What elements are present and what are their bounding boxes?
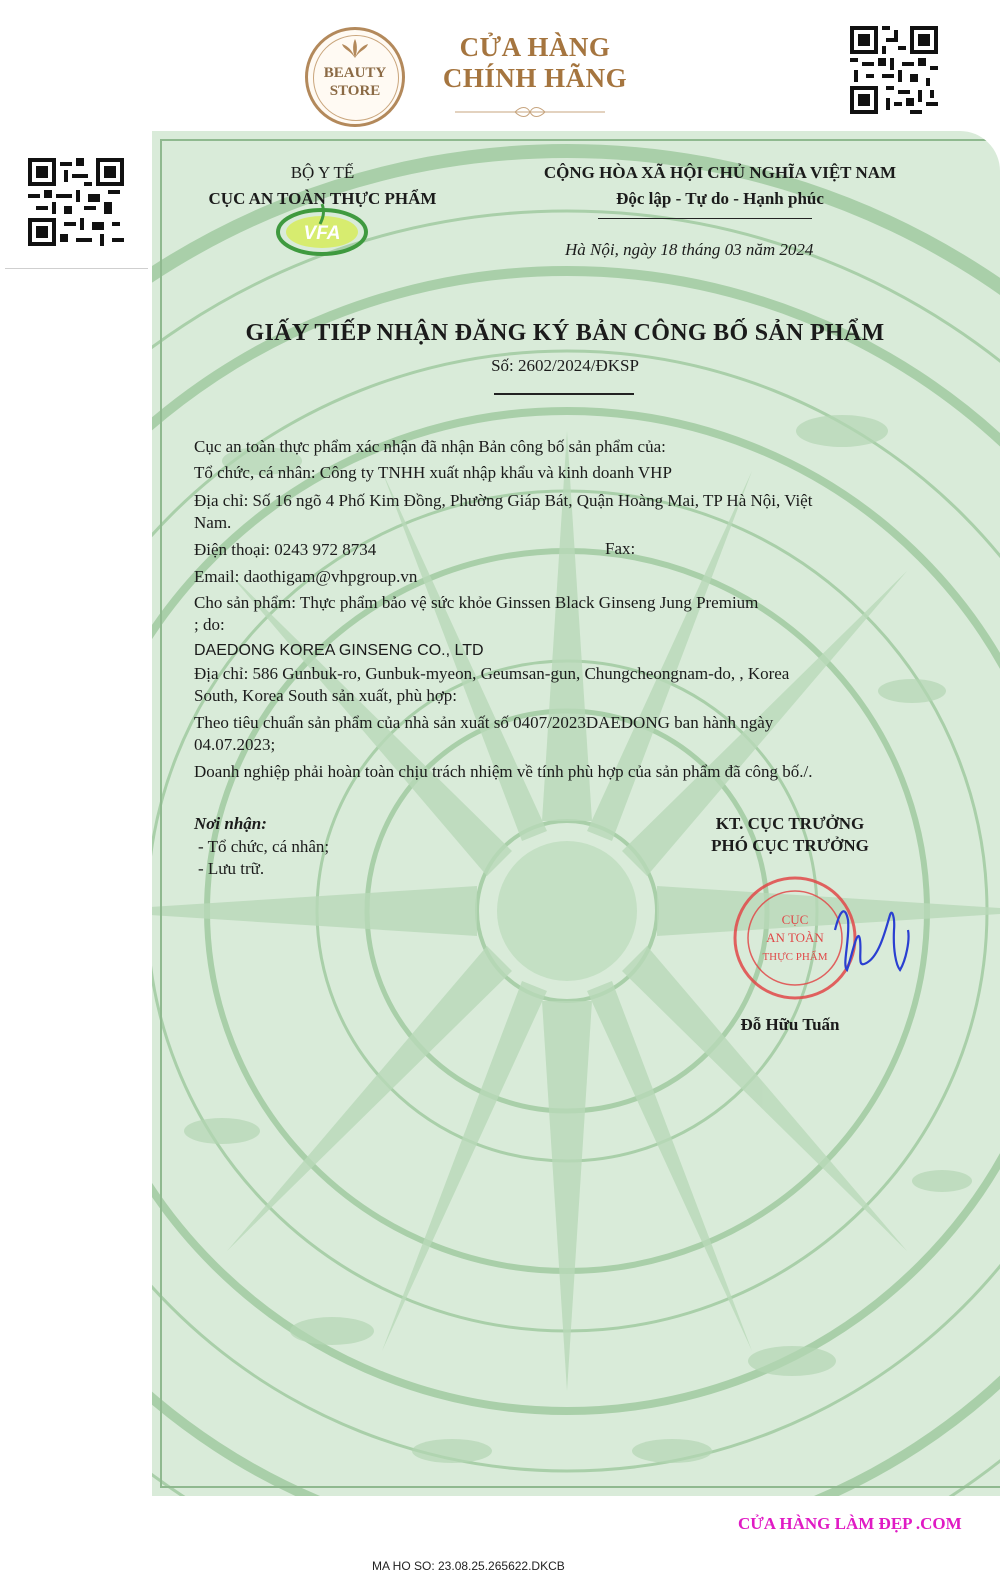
body-line-phone: Điện thoại: 0243 972 8734 bbox=[194, 540, 377, 559]
body-line-standard-date: 04.07.2023; bbox=[194, 735, 276, 754]
ornament-divider bbox=[455, 105, 605, 119]
body-line-email: Email: daothigam@vhpgroup.vn bbox=[194, 567, 418, 586]
agency-name: CỤC AN TOÀN THỰC PHẨM bbox=[208, 189, 437, 208]
body-line-product: Cho sản phẩm: Thực phẩm bảo vệ sức khỏe Ginssen Black Ginseng Jung Premium bbox=[194, 593, 759, 612]
vfa-logo-text: VFA bbox=[303, 223, 341, 244]
body-line-fax: Fax: bbox=[605, 539, 636, 558]
body-line-manufacturer-address-cont: South, Korea South sản xuất, phù hợp: bbox=[194, 686, 458, 705]
motto-underline bbox=[598, 218, 812, 219]
body-line-manufacturer-address: Địa chỉ: 586 Gunbuk-ro, Gunbuk-myeon, Geumsan-gun, Chungcheongnam-do, , Korea bbox=[194, 664, 790, 683]
beauty-store-logo bbox=[305, 27, 405, 127]
place-date: Hà Nội, ngày 18 tháng 03 năm 2024 bbox=[565, 240, 814, 259]
vfa-logo bbox=[273, 200, 371, 258]
republic-block bbox=[495, 160, 945, 212]
logo-line-store: STORE bbox=[329, 83, 381, 99]
sidebar-divider bbox=[5, 268, 148, 269]
signer-role-line1: KT. CỤC TRƯỞNG bbox=[715, 814, 865, 833]
signer-name: Đỗ Hữu Tuấn bbox=[740, 1015, 840, 1034]
recipients-title: Nơi nhận: bbox=[194, 814, 267, 833]
stamp-text-1: CỤC bbox=[781, 912, 809, 927]
document-number: Số: 2602/2024/ĐKSP bbox=[491, 356, 639, 375]
recipient-item: - Tổ chức, cá nhân; bbox=[198, 837, 330, 856]
store-title bbox=[420, 32, 650, 94]
body-line-organization: Tổ chức, cá nhân: Công ty TNHH xuất nhập khẩu và kinh doanh VHP bbox=[194, 463, 672, 482]
recipient-item: - Lưu trữ. bbox=[198, 859, 265, 878]
title-underline bbox=[494, 393, 634, 395]
body-line-intro: Cục an toàn thực phẩm xác nhận đã nhận Bản công bố sản phẩm của: bbox=[194, 437, 666, 456]
national-motto: Độc lập - Tự do - Hạnh phúc bbox=[616, 189, 824, 208]
qr-code-icon bbox=[850, 26, 938, 114]
ministry-name: BỘ Y TẾ bbox=[290, 163, 355, 182]
flower-icon bbox=[340, 38, 370, 60]
body-line-manufacturer: DAEDONG KOREA GINSENG CO., LTD bbox=[194, 642, 484, 659]
logo-line-beauty: BEAUTY bbox=[323, 65, 387, 81]
store-website: CỬA HÀNG LÀM ĐẸP .COM bbox=[738, 1514, 962, 1533]
official-stamp bbox=[720, 870, 920, 1010]
signature-scribble bbox=[835, 911, 909, 970]
body-line-address-cont: Nam. bbox=[194, 513, 232, 532]
qr-code-icon bbox=[28, 158, 124, 246]
body-line-standard: Theo tiêu chuẩn sản phẩm của nhà sản xuất số 0407/2023DAEDONG ban hành ngày bbox=[194, 713, 774, 732]
republic-name: CỘNG HÒA XÃ HỘI CHỦ NGHĨA VIỆT NAM bbox=[543, 163, 897, 182]
body-line-responsibility: Doanh nghiệp phải hoàn toàn chịu trách nhiệm về tính phù hợp của sản phẩm đã công bố./. bbox=[194, 762, 813, 781]
signer-role-line2: PHÓ CỤC TRƯỞNG bbox=[711, 836, 869, 855]
body-line-address: Địa chỉ: Số 16 ngõ 4 Phố Kim Đồng, Phường Giáp Bát, Quận Hoàng Mai, TP Hà Nội, Việt bbox=[194, 491, 813, 510]
stamp-text-2: AN TOÀN bbox=[766, 930, 824, 945]
body-line-product-cont: ; do: bbox=[194, 615, 225, 634]
stamp-text-3: THỰC PHẨM bbox=[762, 951, 828, 963]
dossier-code: MA HO SO: 23.08.25.265622.DKCB bbox=[372, 1559, 565, 1573]
document-title: GIẤY TIẾP NHẬN ĐĂNG KÝ BẢN CÔNG BỐ SẢN PHẨM bbox=[245, 320, 885, 346]
store-title-line1: CỬA HÀNG bbox=[459, 32, 611, 62]
store-title-line2: CHÍNH HÃNG bbox=[442, 63, 628, 93]
